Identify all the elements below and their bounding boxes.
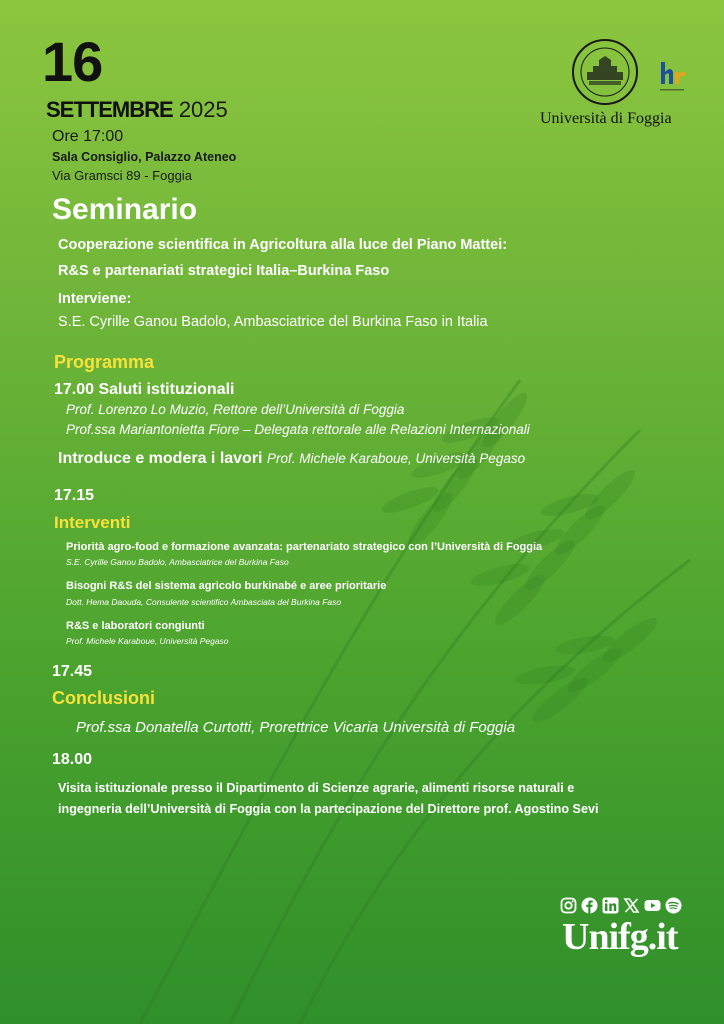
linkedin-icon[interactable] bbox=[602, 897, 619, 914]
event-type: Seminario bbox=[52, 193, 198, 226]
talks-time: 17.15 bbox=[54, 487, 95, 504]
event-month: SETTEMBRE bbox=[46, 97, 173, 122]
youtube-icon[interactable] bbox=[644, 897, 661, 914]
social-icons bbox=[560, 897, 682, 917]
event-address: Via Gramsci 89 - Foggia bbox=[52, 168, 192, 183]
hr-logo-icon bbox=[658, 56, 686, 96]
event-month-year bbox=[46, 99, 228, 121]
university-logo bbox=[536, 38, 686, 133]
conclusions-speaker: Prof.ssa Donatella Curtotti, Prorettrice Vicaria Università di Foggia bbox=[76, 719, 516, 736]
event-day: 16 bbox=[42, 30, 103, 93]
moderation-row bbox=[58, 450, 525, 468]
event-time: Ore 17:00 bbox=[52, 128, 124, 145]
seal-icon bbox=[571, 38, 639, 106]
visit-time: 18.00 bbox=[52, 751, 93, 768]
moderation-label: Introduce e modera i lavori bbox=[58, 450, 263, 467]
visit-description-line2: ingegneria dell’Università di Foggia con la partecipazione del Direttore prof. Agostino Sevi bbox=[58, 802, 599, 816]
greetings-speaker: Prof.ssa Mariantonietta Fiore – Delegata rettorale alle Relazioni Internazionali bbox=[66, 422, 530, 437]
talk-title: Bisogni R&S del sistema agricolo burkinabé e aree prioritarie bbox=[66, 580, 387, 592]
event-venue: Sala Consiglio, Palazzo Ateneo bbox=[52, 150, 237, 164]
event-title-line1: Cooperazione scientifica in Agricoltura alla luce del Piano Mattei: bbox=[58, 237, 508, 253]
moderation-speaker: Prof. Michele Karaboue, Università Pegaso bbox=[266, 451, 526, 466]
talk-speaker: Prof. Michele Karaboue, Università Pegaso bbox=[66, 636, 229, 646]
greetings-speaker: Prof. Lorenzo Lo Muzio, Rettore dell’Università di Foggia bbox=[66, 402, 405, 417]
program-heading: Programma bbox=[54, 352, 155, 372]
instagram-icon[interactable] bbox=[560, 897, 577, 914]
talk-title: Priorità agro-food e formazione avanzata: partenariato strategico con l’Università di Foggia bbox=[66, 541, 543, 553]
conclusions-heading: Conclusioni bbox=[52, 688, 155, 708]
university-name: Università di Foggia bbox=[540, 110, 672, 127]
spotify-icon[interactable] bbox=[665, 897, 682, 914]
visit-description-line1: Visita istituzionale presso il Dipartimento di Scienze agrarie, alimenti risorse naturali e bbox=[58, 781, 575, 795]
x-icon[interactable] bbox=[623, 897, 640, 914]
facebook-icon[interactable] bbox=[581, 897, 598, 914]
talk-speaker: S.E. Cyrille Ganou Badolo, Ambasciatrice del Burkina Faso bbox=[66, 557, 289, 567]
event-year: 2025 bbox=[178, 97, 228, 122]
event-title-line2: R&S e partenariati strategici Italia–Burkina Faso bbox=[58, 263, 390, 279]
greetings-title: 17.00 Saluti istituzionali bbox=[54, 381, 235, 398]
talk-speaker: Dott. Hema Daouda, Consulente scientifico Ambasciata del Burkina Faso bbox=[66, 597, 342, 607]
talks-heading: Interventi bbox=[54, 513, 131, 532]
speaker-label: Interviene: bbox=[58, 291, 132, 307]
keynote-speaker: S.E. Cyrille Ganou Badolo, Ambasciatrice del Burkina Faso in Italia bbox=[58, 314, 488, 330]
talk-title: R&S e laboratori congiunti bbox=[66, 620, 205, 632]
website-link[interactable]: Unifg.it bbox=[562, 916, 678, 958]
conclusions-time: 17.45 bbox=[52, 663, 93, 680]
